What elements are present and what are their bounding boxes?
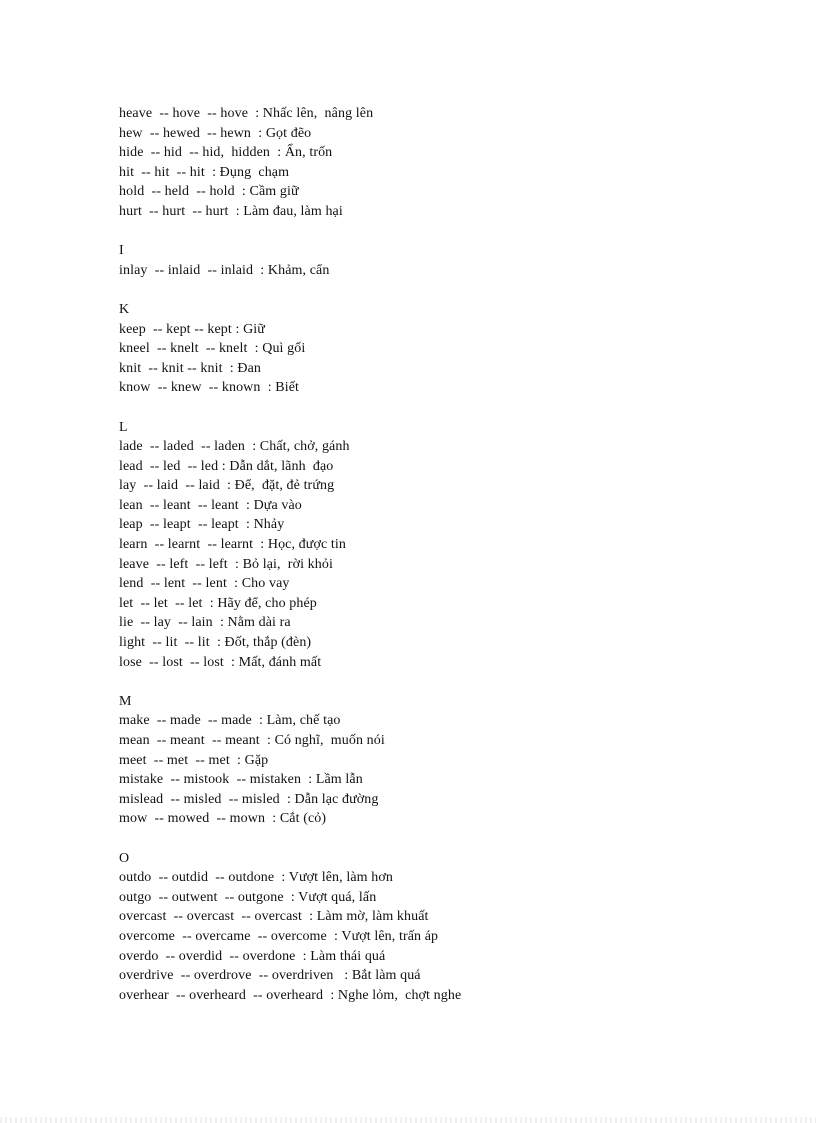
section-spacer xyxy=(119,672,719,692)
section-letter-l: L xyxy=(119,419,128,435)
verb-entry: light -- lit -- lit : Đốt, thắp (đèn) xyxy=(119,635,312,651)
verb-entry: mislead -- misled -- misled : Dẫn lạc đường xyxy=(119,791,379,807)
verb-entry: lay -- laid -- laid : Để, đặt, đẻ trứng xyxy=(119,478,335,494)
verb-entry: hit -- hit -- hit : Đụng chạm xyxy=(119,164,290,180)
verb-entry: lend -- lent -- lent : Cho vay xyxy=(119,576,290,592)
verb-entry: mean -- meant -- meant : Có nghĩ, muốn nói xyxy=(119,733,385,748)
section-letter-m: M xyxy=(119,693,132,709)
verb-entry: lean -- leant -- leant : Dựa vào xyxy=(119,497,302,513)
verb-entry: overdrive -- overdrove -- overdriven : Bắt làm quá xyxy=(119,968,421,984)
verb-entry: outdo -- outdid -- outdone : Vượt lên, làm hơn xyxy=(119,870,393,886)
verb-list xyxy=(119,104,719,1005)
section-letter-o: O xyxy=(119,850,130,866)
verb-entry: lie -- lay -- lain : Nằm dài ra xyxy=(119,615,291,631)
section-letter-i: I xyxy=(119,243,124,259)
verb-entry: hew -- hewed -- hewn : Gọt đẽo xyxy=(119,125,312,141)
verb-entry: overhear -- overheard -- overheard : Nghe lỏm, chợt nghe xyxy=(119,987,462,1003)
verb-entry: hurt -- hurt -- hurt : Làm đau, làm hại xyxy=(119,203,343,219)
verb-entry: outgo -- outwent -- outgone : Vượt quá, lấn xyxy=(119,889,377,905)
verb-entry: overcome -- overcame -- overcome : Vượt lên, trấn áp xyxy=(119,928,439,944)
verb-entry: make -- made -- made : Làm, chế tạo xyxy=(119,713,341,729)
verb-entry: leave -- left -- left : Bỏ lại, rời khỏi xyxy=(119,556,333,572)
page-bottom-edge xyxy=(0,1117,816,1123)
verb-entry: hold -- held -- hold : Cầm giữ xyxy=(119,184,299,200)
verb-entry: overcast -- overcast -- overcast : Làm mờ, làm khuất xyxy=(119,909,429,925)
verb-entry: leap -- leapt -- leapt : Nhảy xyxy=(119,517,285,533)
verb-entry: know -- knew -- known : Biết xyxy=(119,380,300,396)
section-spacer xyxy=(119,280,719,300)
verb-entry: let -- let -- let : Hãy để, cho phép xyxy=(119,595,317,611)
verb-entry: inlay -- inlaid -- inlaid : Khảm, cẩn xyxy=(119,262,330,278)
verb-entry: hide -- hid -- hid, hidden : Ẩn, trốn xyxy=(119,145,333,161)
section-spacer xyxy=(119,829,719,849)
verb-entry: lose -- lost -- lost : Mất, đánh mất xyxy=(119,654,322,670)
verb-entry: learn -- learnt -- learnt : Học, được tin xyxy=(119,537,346,553)
verb-entry: lead -- led -- led : Dẫn dắt, lãnh đạo xyxy=(119,458,334,474)
section-spacer xyxy=(119,398,719,418)
verb-entry: mistake -- mistook -- mistaken : Lầm lẫn xyxy=(119,772,363,788)
verb-entry: mow -- mowed -- mown : Cắt (cỏ) xyxy=(119,811,327,827)
verb-entry: kneel -- knelt -- knelt : Quì gối xyxy=(119,341,306,357)
section-letter-k: K xyxy=(119,301,130,317)
verb-entry: lade -- laded -- laden : Chất, chở, gánh xyxy=(119,439,350,455)
verb-entry: keep -- kept -- kept : Giữ xyxy=(119,321,265,337)
section-spacer xyxy=(119,222,719,242)
verb-entry: meet -- met -- met : Gặp xyxy=(119,752,269,768)
verb-entry: knit -- knit -- knit : Đan xyxy=(119,360,261,376)
verb-entry: heave -- hove -- hove : Nhấc lên, nâng lên xyxy=(119,106,374,121)
verb-entry: overdo -- overdid -- overdone : Làm thái quá xyxy=(119,948,386,964)
